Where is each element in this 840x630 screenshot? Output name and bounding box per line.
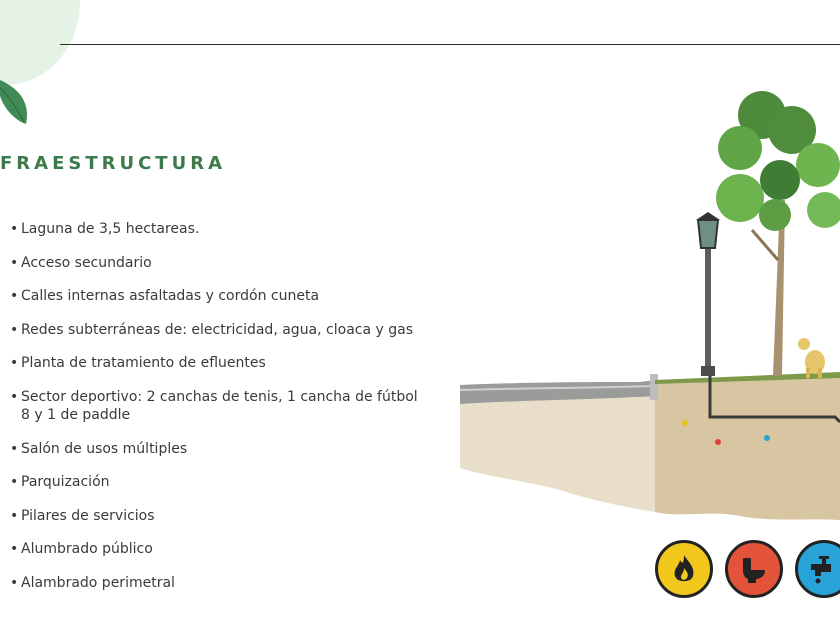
- section-title: FRAESTRUCTURA: [0, 153, 226, 174]
- leaf-icon: [0, 60, 34, 130]
- top-divider: [60, 44, 840, 45]
- list-item: • Calles internas asfaltadas y cordón cuneta: [10, 287, 430, 305]
- list-item: • Salón de usos múltiples: [10, 440, 430, 458]
- list-item: • Alumbrado público: [10, 540, 430, 558]
- list-item: • Redes subterráneas de: electricidad, agua, cloaca y gas: [10, 321, 430, 339]
- feature-list: [10, 220, 430, 608]
- list-item: • Pilares de servicios: [10, 507, 430, 525]
- list-item: • Sector deportivo: 2 canchas de tenis, 1 cancha de fútbol 8 y 1 de paddle: [10, 388, 430, 424]
- list-item: • Acceso secundario: [10, 254, 430, 272]
- infrastructure-illustration: [440, 70, 840, 610]
- water-faucet-icon: [795, 540, 840, 598]
- toilet-icon: [725, 540, 783, 598]
- list-item: • Parquización: [10, 473, 430, 491]
- gas-flame-icon: [655, 540, 713, 598]
- dog-figure: [798, 338, 825, 378]
- list-item: • Laguna de 3,5 hectareas.: [10, 220, 430, 238]
- list-item: • Planta de tratamiento de efluentes: [10, 354, 430, 372]
- services-icons: [655, 540, 840, 606]
- list-item: • Alambrado perimetral: [10, 574, 430, 592]
